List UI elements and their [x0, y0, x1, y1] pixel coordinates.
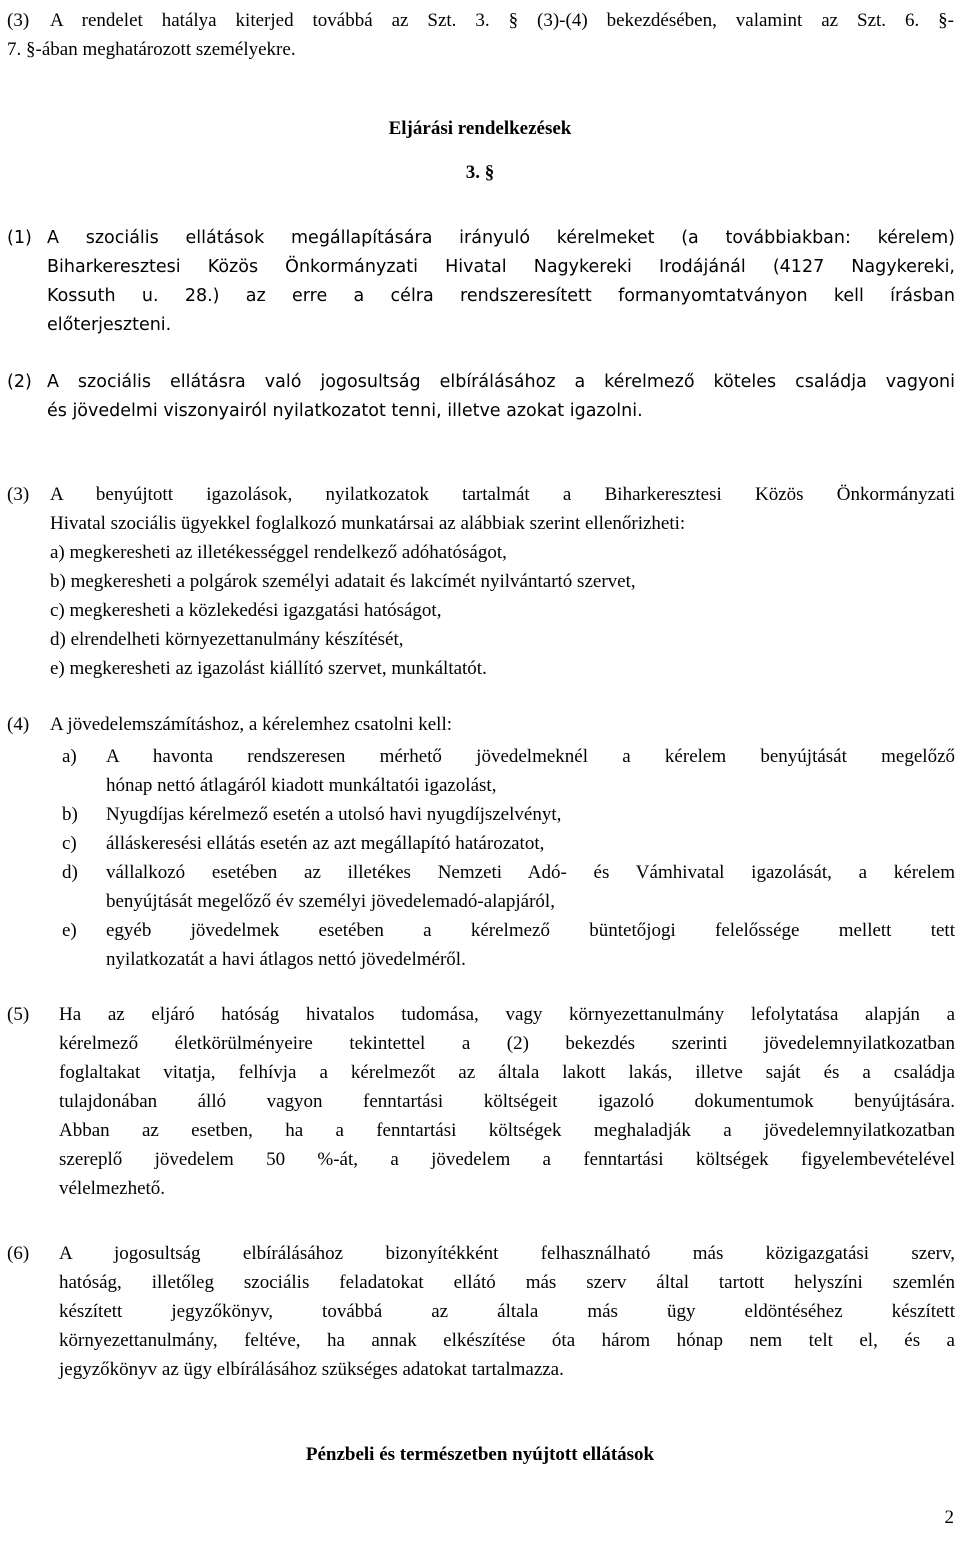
- paragraph-number: (5): [7, 1004, 30, 1025]
- paragraph-line: vélelmezhető.: [59, 1178, 166, 1199]
- paragraph-line: jegyzőkönyv az ügy elbírálásához szükséges adatokat tartalmazza.: [59, 1359, 564, 1380]
- paragraph-line: A szociális ellátások megállapítására irányuló kérelmeket (a továbbiakban: kérelem): [47, 228, 955, 248]
- list-item: Nyugdíjas kérelmező esetén a utolsó havi nyugdíjszelvényt,: [106, 804, 562, 825]
- list-item: A havonta rendszeresen mérhető jövedelmeknél a kérelem benyújtását megelőző: [106, 746, 955, 767]
- paragraph-line: és jövedelmi viszonyairól nyilatkozatot tenni, illetve azokat igazolni.: [47, 401, 643, 421]
- paragraph-line: tulajdonában álló vagyon fenntartási költségeit igazoló dokumentumok benyújtására.: [59, 1091, 955, 1112]
- paragraph-number: (4): [7, 714, 30, 735]
- list-item: vállalkozó esetében az illetékes Nemzeti Adó- és Vámhivatal igazolását, a kérelem: [106, 862, 955, 883]
- paragraph-number: (6): [7, 1243, 30, 1264]
- paragraph-line: környezettanulmány, feltéve, ha annak elkészítése óta három hónap nem telt el, és a: [59, 1330, 955, 1351]
- list-item: álláskeresési ellátás esetén az azt megállapító határozatot,: [106, 833, 545, 854]
- list-label: d): [62, 862, 78, 883]
- paragraph-number: (2): [7, 372, 32, 392]
- page-number: 2: [944, 1507, 954, 1528]
- paragraph-number: (3): [7, 484, 30, 505]
- list-item: a) megkeresheti az illetékességgel rendelkező adóhatóságot,: [50, 542, 507, 563]
- paragraph-line: A benyújtott igazolások, nyilatkozatok tartalmát a Biharkeresztesi Közös Önkormányzati: [50, 484, 955, 505]
- paragraph-line: Hivatal szociális ügyekkel foglalkozó munkatársai az alábbiak szerint ellenőrizheti:: [50, 513, 686, 534]
- list-label: a): [62, 746, 77, 767]
- section-heading: Eljárási rendelkezések: [388, 118, 572, 139]
- list-label: b): [62, 804, 78, 825]
- list-label: e): [62, 920, 77, 941]
- paragraph-line: hatóság, illetőleg szociális feladatokat ellátó más szerv által tartott helyszíni szemlén: [59, 1272, 955, 1293]
- list-item: d) elrendelheti környezettanulmány készítését,: [50, 629, 404, 650]
- list-item: b) megkeresheti a polgárok személyi adatait és lakcímét nyilvántartó szervet,: [50, 571, 636, 592]
- paragraph-line: kérelmező életkörülményeire tekintettel a (2) bekezdés szerinti jövedelemnyilatkozatban: [59, 1033, 955, 1054]
- list-item: e) megkeresheti az igazolást kiállító szervet, munkáltatót.: [50, 658, 487, 679]
- paragraph-line: A rendelet hatálya kiterjed továbbá az Szt. 3. § (3)-(4) bekezdésében, valamint az Szt. 6. §-: [50, 10, 954, 31]
- paragraph-line: foglaltakat vitatja, felhívja a kérelmezőt az általa lakott lakás, illetve saját és a családja: [59, 1062, 955, 1083]
- chapter-heading: Pénzbeli és természetben nyújtott ellátások: [305, 1444, 655, 1465]
- list-item: benyújtását megelőző év személyi jövedelemadó-alapjáról,: [106, 891, 555, 912]
- paragraph-line: Ha az eljáró hatóság hivatalos tudomása, vagy környezettanulmány lefolytatása alapján a: [59, 1004, 955, 1025]
- paragraph-line: Abban az esetben, ha a fenntartási költségek meghaladják a jövedelemnyilatkozatban: [59, 1120, 955, 1141]
- list-item: c) megkeresheti a közlekedési igazgatási hatóságot,: [50, 600, 442, 621]
- paragraph-number: (1): [7, 228, 32, 248]
- list-item: hónap nettó átlagáról kiadott munkáltatói igazolást,: [106, 775, 497, 796]
- section-number: 3. §: [465, 162, 495, 183]
- paragraph-line: 7. §-ában meghatározott személyekre.: [7, 39, 296, 60]
- list-item: egyéb jövedelmek esetében a kérelmező büntetőjogi felelőssége mellett tett: [106, 920, 955, 941]
- paragraph-line: A jövedelemszámításhoz, a kérelemhez csatolni kell:: [50, 714, 453, 735]
- list-label: c): [62, 833, 77, 854]
- paragraph-line: A szociális ellátásra való jogosultság elbírálásához a kérelmező köteles családja vagyoni: [47, 372, 955, 392]
- paragraph-line: előterjeszteni.: [47, 315, 172, 335]
- paragraph-line: szereplő jövedelem 50 %-át, a jövedelem a fenntartási költségek figyelembevételével: [59, 1149, 955, 1170]
- list-item: nyilatkozatát a havi átlagos nettó jövedelméről.: [106, 949, 466, 970]
- paragraph-line: készített jegyzőkönyv, továbbá az általa más ügy eldöntéséhez készített: [59, 1301, 955, 1322]
- paragraph-line: A jogosultság elbírálásához bizonyítékként felhasználható más közigazgatási szerv,: [59, 1243, 955, 1264]
- paragraph-line: Biharkeresztesi Közös Önkormányzati Hivatal Nagykereki Irodájánál (4127 Nagykereki,: [47, 257, 955, 277]
- paragraph-line: Kossuth u. 28.) az erre a célra rendszeresített formanyomtatványon kell írásban: [47, 286, 955, 306]
- paragraph-number: (3): [7, 10, 30, 31]
